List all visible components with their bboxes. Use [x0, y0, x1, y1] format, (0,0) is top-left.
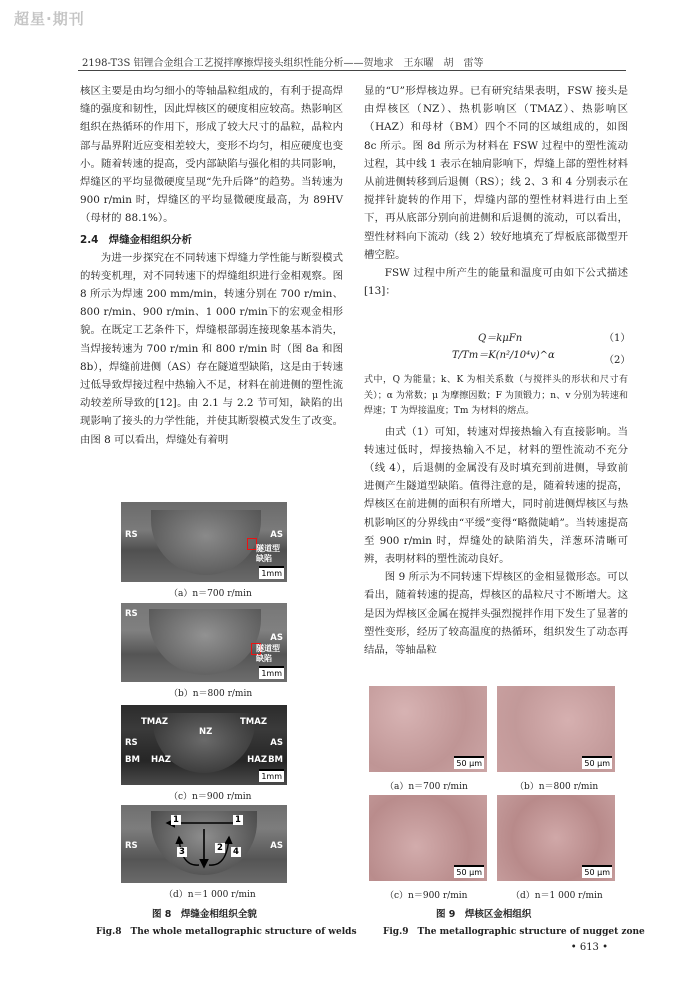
right-column-lower: [364, 373, 628, 659]
fig8c-tag-bm-left: BM: [125, 755, 140, 765]
formula-1: Q＝kμFn: [478, 333, 523, 344]
fig9-panel-d-image: [497, 795, 615, 881]
fig8d-flow-1-left: 1: [173, 815, 179, 825]
fig8d-flow-2: 2: [217, 843, 223, 853]
fig8-panel-d-image: [121, 805, 287, 883]
section-heading-2-4: 2.4 焊缝金相组织分析: [80, 233, 192, 246]
fig9d-scalebar: 50 μm: [582, 865, 612, 878]
fig9-panel-c-image: [369, 795, 487, 881]
fig8a-tag-rs: RS: [125, 530, 138, 540]
fig8c-tag-bm-right: BM: [268, 755, 283, 765]
right-paragraph-4: 图 9 所示为不同转速下焊核区的金相显微形态。可以看出，随着转速的提高，焊核区的晶粒尺寸不断增大。这是因为焊核区金属在搅拌头强烈搅拌作用下发生了显著的塑性变形，经历了较高温度的热循环，组织发生了动态再结晶，等轴晶粒: [364, 571, 628, 656]
fig8-panel-a-label: （a）n＝700 r/min: [169, 589, 252, 599]
formula-note: 式中，Q 为能量；k、K 为相关系数（与搅拌头的形状和尺寸有关）；α 为常数；μ 为摩擦因数；F 为顶锻力；n、v 分别为转速和焊速；T 为焊接温度；Tm 为材料的熔点。: [364, 375, 628, 416]
fig8b-defect-label: 隧道型缺陷: [256, 644, 280, 663]
fig9-caption-en: Fig.9 The metallographic structure of nugget zone: [383, 927, 645, 937]
fig9-panel-b-image: [497, 686, 615, 772]
fig8-panel-d-label: （d）n＝1 000 r/min: [164, 890, 256, 900]
formula-2-number: （2）: [604, 355, 631, 366]
right-paragraph-2: FSW 过程中所产生的能量和温度可由如下公式描述[13]：: [364, 267, 628, 298]
fig8a-scalebar: 1mm: [259, 566, 284, 579]
fig8d-tag-as: AS: [270, 841, 283, 851]
running-head: 2198-T3S 铝锂合金组合工艺搅拌摩擦焊接头组织性能分析——贺地求 王东曜 胡 雷等: [82, 58, 484, 69]
left-paragraph-1: 核区主要是由均匀细小的等轴晶粒组成的，有利于提高焊缝的强度和韧性，因此焊核区的硬度相应较高。热影响区组织在热循环的作用下，形成了较大尺寸的晶粒，晶粒内部与晶界附近应变相差较大，变形不均匀，相应硬度也变小。随着转速的提高，受内部缺陷与强化相的共同影响，焊缝区的平均显微硬度呈现“先升后降”的趋势。当转速为 900 r/min 时，焊缝区的平均显微硬度最高，为 89HV（母材的 88.1%）。: [80, 85, 343, 225]
formula-2: T/Tm＝K(n²/10⁴v)^α: [452, 350, 555, 361]
fig8-caption-cn: 图 8 焊缝金相组织全貌: [152, 909, 257, 920]
right-paragraph-3: 由式（1）可知，转速对焊接热输入有直接影响。当转速过低时，焊接热输入不足，材料的塑性流动不充分（线 4），后退侧的金属没有及时填充到前进侧，导致前进侧产生隧道型缺陷。值得注意的是，随着转速的提高，焊核区在前进侧的面积有所增大，同时前进侧焊核区与热机影响区的分界线由“平缓”变得“略微陡峭”。当转速提高至 900 r/min 时，焊缝处的缺陷消失，洋葱环清晰可辨，表明材料的塑性流动良好。: [364, 425, 628, 565]
fig8-panel-a-image: [121, 502, 287, 582]
fig8c-tag-as: AS: [270, 738, 283, 748]
fig8d-tag-rs: RS: [125, 841, 138, 851]
fig8b-scalebar: 1mm: [259, 666, 284, 679]
fig8d-flow-1-right: 1: [235, 815, 241, 825]
page-number: • 613 •: [570, 942, 608, 953]
left-column: [80, 82, 343, 449]
fig9-panel-c-label: （c）n＝900 r/min: [385, 891, 468, 901]
watermark-logo: 超星·期刊: [14, 10, 85, 28]
fig9a-scalebar: 50 μm: [454, 756, 484, 769]
fig9-panel-b-label: （b）n＝800 r/min: [515, 782, 599, 792]
fig8-panel-b-image: [121, 603, 287, 682]
fig9c-scalebar: 50 μm: [454, 865, 484, 878]
fig8c-tag-tmaz-left: TMAZ: [141, 717, 168, 727]
fig9-panel-d-label: （d）n＝1 000 r/min: [511, 891, 603, 901]
fig8c-tag-tmaz-right: TMAZ: [240, 717, 267, 727]
fig8c-tag-haz-left: HAZ: [151, 755, 171, 765]
fig8-caption-en: Fig.8 The whole metallographic structure of welds: [96, 927, 357, 937]
right-column: [364, 82, 628, 300]
fig8b-tag-as: AS: [270, 633, 283, 643]
fig8d-flow-arrows: [121, 805, 287, 883]
fig8c-tag-haz-right: HAZ: [247, 755, 267, 765]
right-paragraph-1: 显的“U”形焊核边界。已有研究结果表明，FSW 接头是由焊核区（NZ）、热机影响区（TMAZ）、热影响区（HAZ）和母材（BM）四个不同的区域组成的，如图 8c 所示。图 8d 所示为材料在 FSW 过程中的塑性流动过程，其中线 1 表示在轴肩影响下，焊缝上部的塑性材料从前进侧转移到后退侧（RS）；线 2、3 和 4 分别表示在搅拌针旋转的作用下，焊缝内部的塑性材料进行由上至下，再从底部分别向前进侧和后退侧的流动，可以看出，塑性材料向下流动（线 2）较好地填充了焊板底部微型开槽空腔。: [364, 85, 628, 261]
fig8c-tag-nz: NZ: [199, 727, 213, 737]
fig8c-scalebar: 1mm: [259, 769, 284, 782]
fig8d-flow-3: 3: [179, 847, 185, 857]
fig8-panel-c-label: （c）n＝900 r/min: [169, 792, 252, 802]
fig9-caption-cn: 图 9 焊核区金相组织: [436, 909, 532, 920]
fig9-panel-a-label: （a）n＝700 r/min: [385, 782, 468, 792]
fig8c-tag-rs: RS: [125, 738, 138, 748]
header-rule: [78, 70, 626, 71]
fig9b-scalebar: 50 μm: [582, 756, 612, 769]
left-paragraph-2: 为进一步探究在不同转速下焊缝力学性能与断裂模式的转变机理，对不同转速下的焊缝组织进行金相观察。图 8 所示为焊速 200 mm/min，转速分别在 700 r/min、800 r/min、900 r/min、1 000 r/min下的宏观金相形貌。在既定工艺条件下，焊缝根部弱连接现象基本消失，当焊接转速为 700 r/min 和 800 r/min 时（图 8a 和图 8b），焊缝前进侧（AS）存在隧道型缺陷，这是由于转速过低导致焊接过程中热输入不足，材料在前进侧的塑性流动较差所导致的[12]。由 2.1 与 2.2 节可知，缺陷的出现影响了接头的力学性能，并使其断裂模式发生了改变。由图 8 可以看出，焊缝处有着明: [80, 251, 343, 446]
fig8d-flow-4: 4: [233, 847, 239, 857]
fig8b-tag-rs: RS: [125, 609, 138, 619]
formula-1-number: （1）: [604, 333, 631, 344]
fig8-panel-c-image: [121, 705, 287, 785]
fig9-panel-a-image: [369, 686, 487, 772]
fig8-panel-b-label: （b）n＝800 r/min: [169, 689, 253, 699]
fig8a-tag-as: AS: [270, 530, 283, 540]
fig8a-defect-label: 隧道型缺陷: [256, 544, 280, 563]
